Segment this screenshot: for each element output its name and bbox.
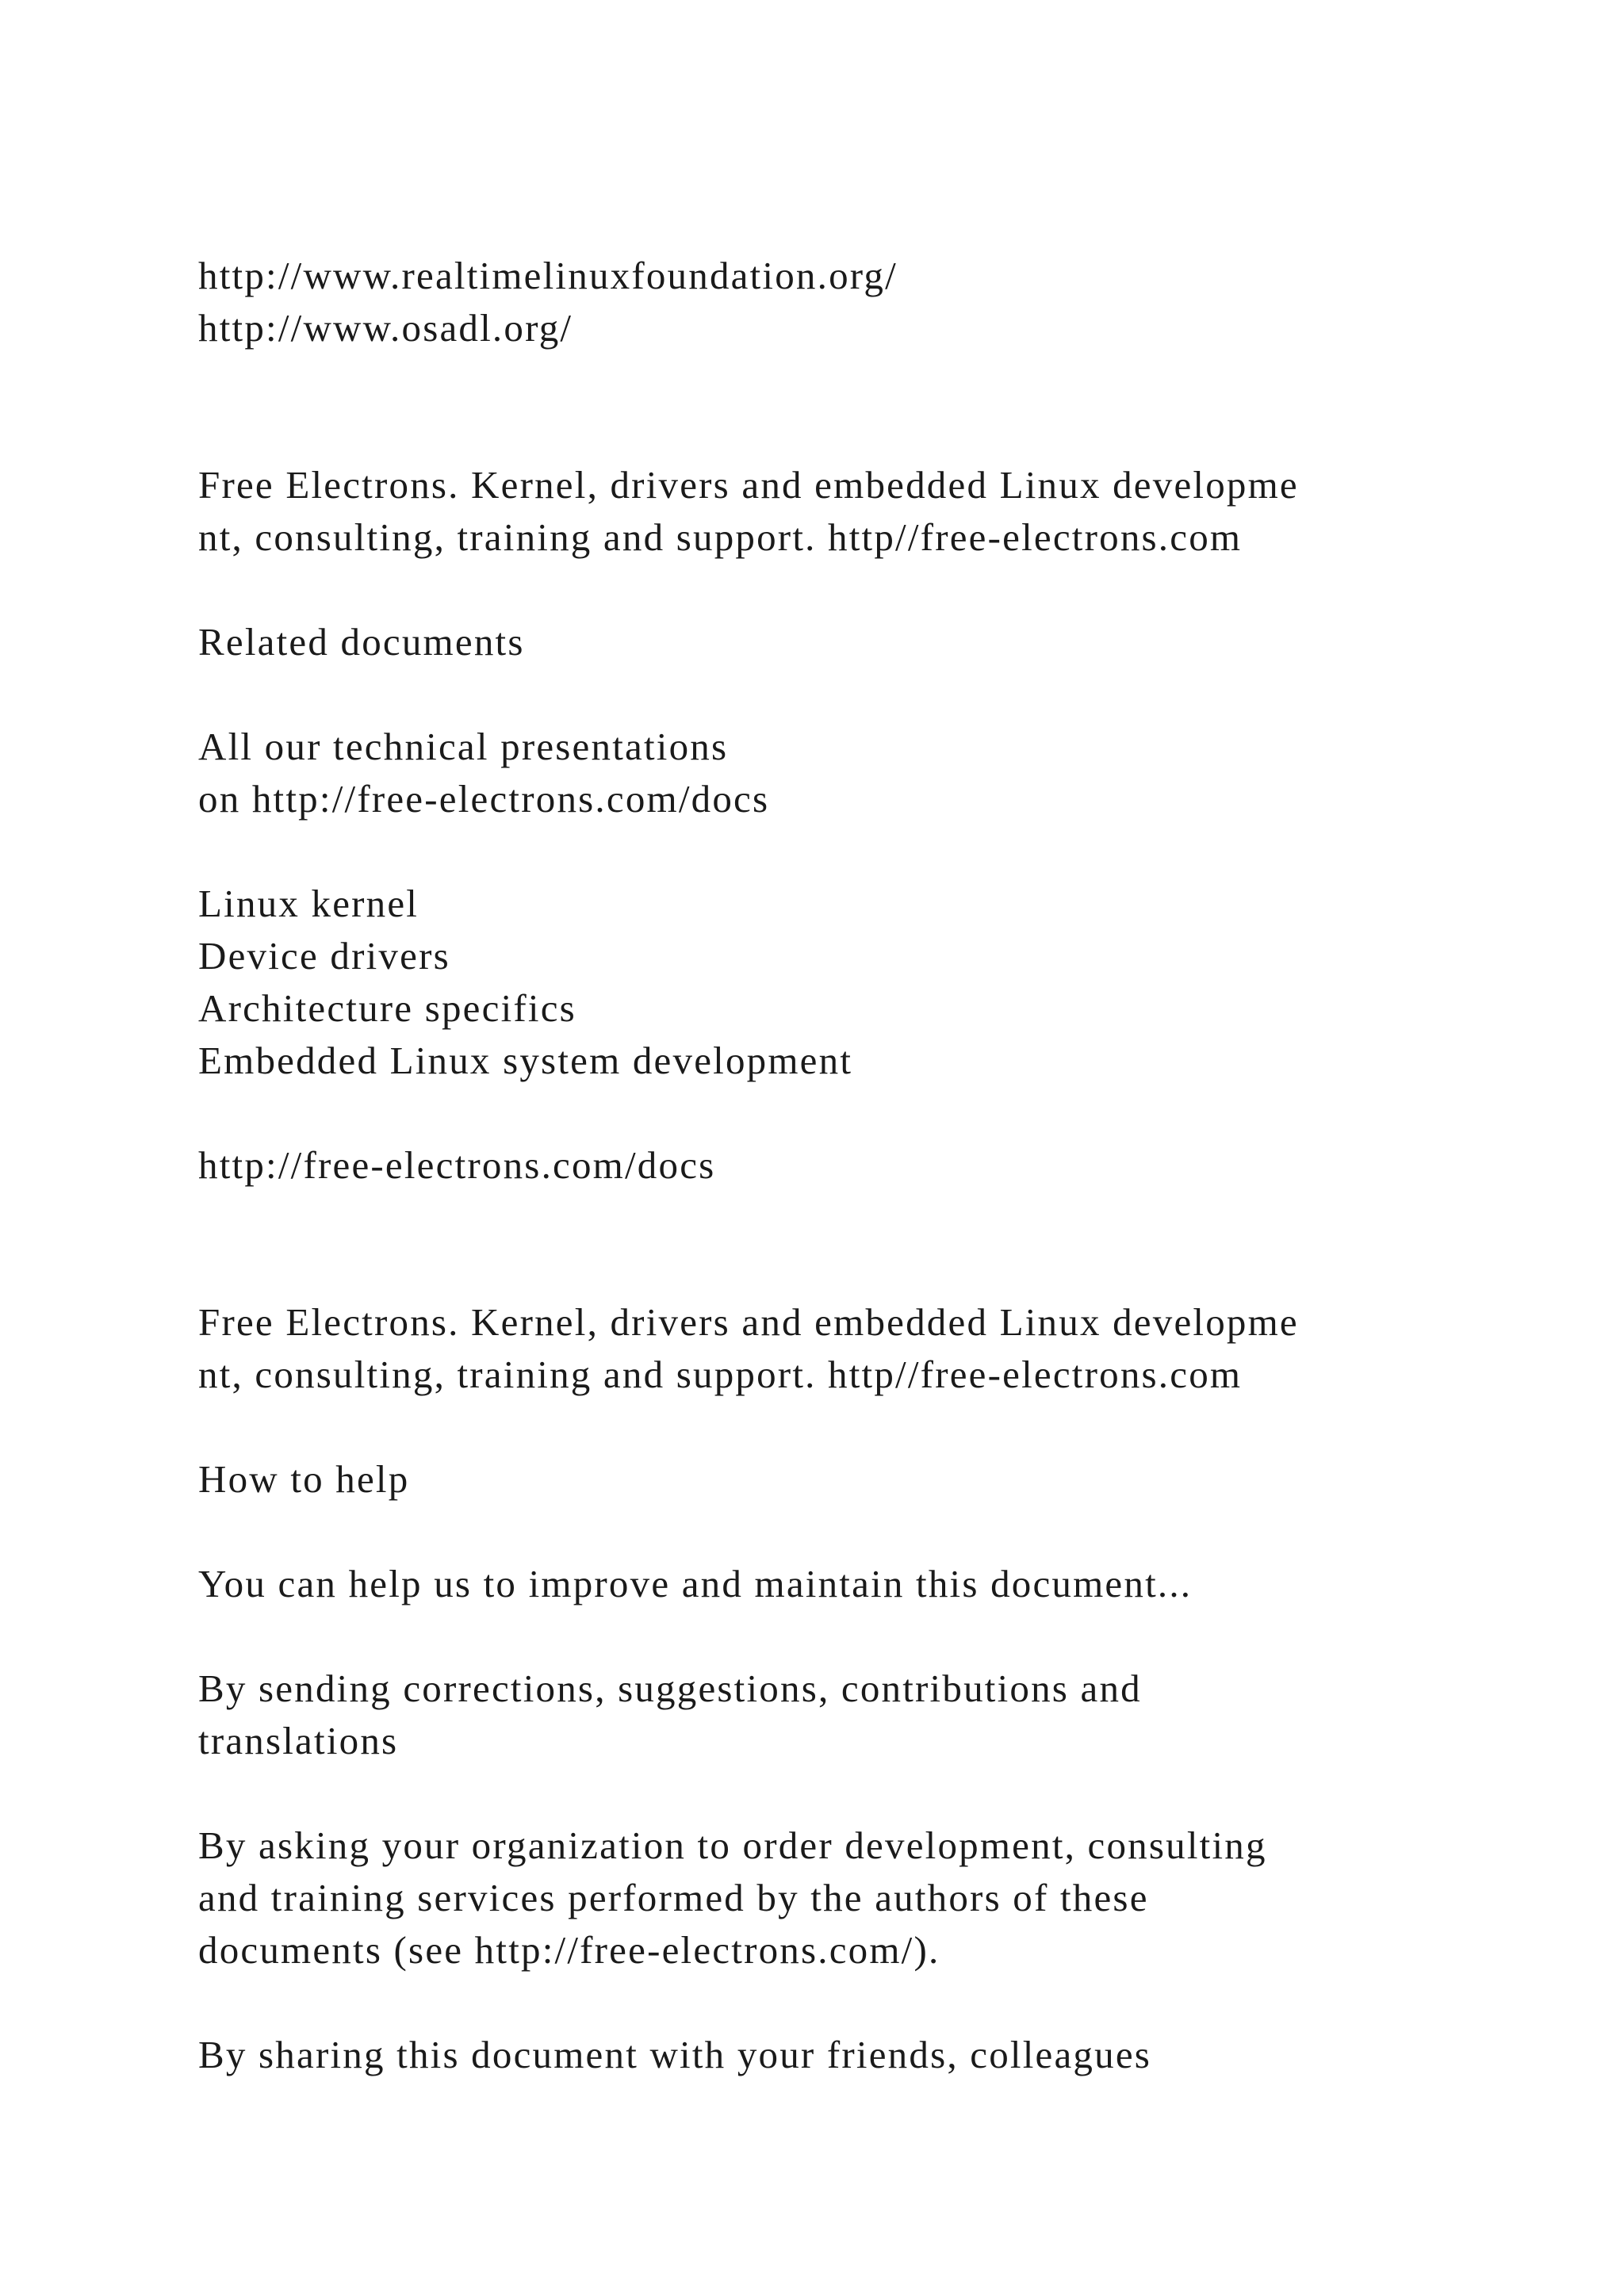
help-intro-text: You can help us to improve and maintain this document... bbox=[198, 1562, 1193, 1605]
link-realtimelinuxfoundation: http://www.realtimelinuxfoundation.org/ bbox=[198, 254, 898, 297]
footer-text-line-1: Free Electrons. Kernel, drivers and embedded Linux developme bbox=[198, 1300, 1299, 1344]
link-free-electrons-docs: http://free-electrons.com/docs bbox=[198, 1143, 716, 1187]
help-item-corrections-line-1: By sending corrections, suggestions, contributions and bbox=[198, 1667, 1142, 1710]
link-osadl: http://www.osadl.org/ bbox=[198, 306, 573, 350]
presentations-text-line-2: on http://free-electrons.com/docs bbox=[198, 777, 770, 821]
help-item-corrections-line-2: translations bbox=[198, 1719, 399, 1762]
list-item-architecture-specifics: Architecture specifics bbox=[198, 986, 576, 1030]
help-item-services-line-1: By asking your organization to order development, consulting bbox=[198, 1823, 1267, 1867]
list-item-device-drivers: Device drivers bbox=[198, 934, 450, 978]
help-item-sharing: By sharing this document with your friends, colleagues bbox=[198, 2033, 1152, 2076]
list-item-linux-kernel: Linux kernel bbox=[198, 882, 419, 925]
presentations-text-line-1: All our technical presentations bbox=[198, 725, 729, 768]
help-item-services-line-3: documents (see http://free-electrons.com/). bbox=[198, 1928, 940, 1972]
footer-text-line-2: nt, consulting, training and support. http//free-electrons.com bbox=[198, 515, 1243, 559]
section-heading-how-to-help: How to help bbox=[198, 1457, 410, 1501]
section-heading-related-documents: Related documents bbox=[198, 620, 525, 664]
footer-text-line-1: Free Electrons. Kernel, drivers and embedded Linux developme bbox=[198, 463, 1299, 507]
footer-text-line-2: nt, consulting, training and support. http//free-electrons.com bbox=[198, 1353, 1243, 1396]
help-item-services-line-2: and training services performed by the authors of these bbox=[198, 1876, 1149, 1919]
list-item-embedded-linux: Embedded Linux system development bbox=[198, 1039, 853, 1082]
